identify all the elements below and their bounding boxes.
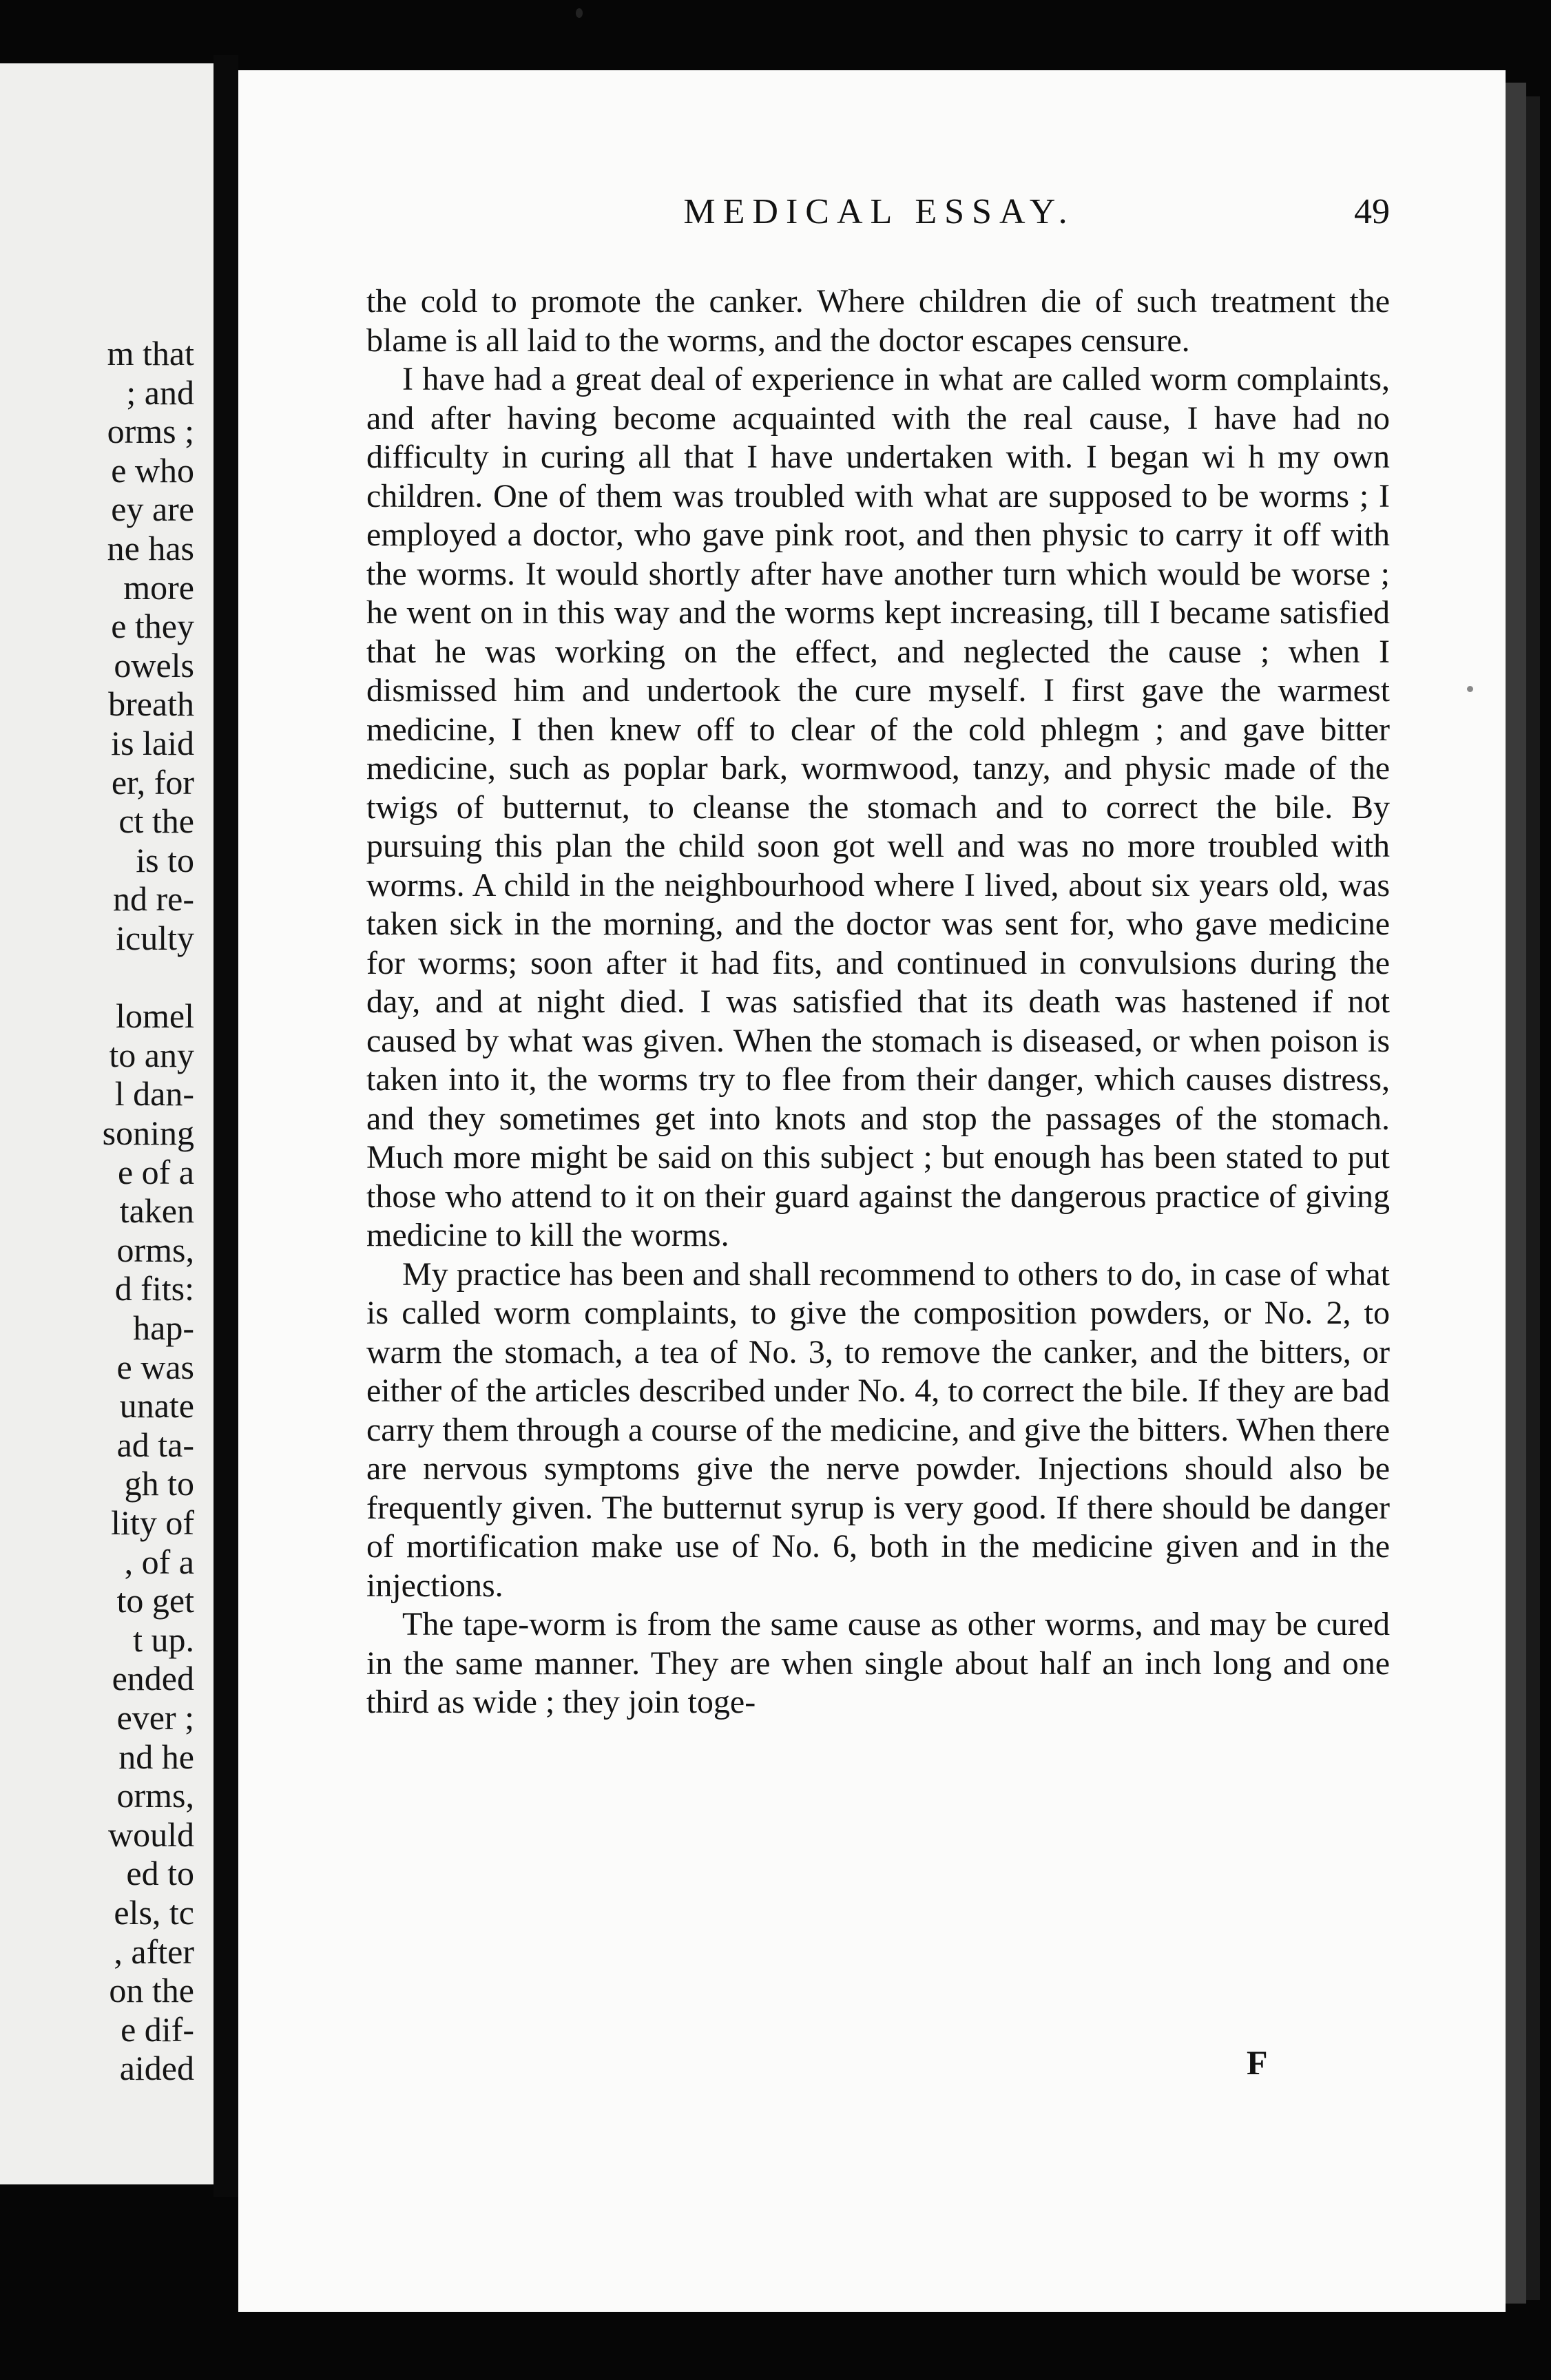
- page-number: 49: [1354, 192, 1390, 231]
- left-page-line: t up.: [133, 1620, 194, 1659]
- left-page-line: iculty: [116, 919, 194, 957]
- paragraph-1: the cold to promote the canker. Where children die of such treatment the blame is all laid to the worms, and the doctor escapes censure.: [366, 283, 1390, 359]
- left-page-line: ey are: [111, 490, 194, 529]
- left-page-line: e was: [116, 1347, 194, 1386]
- left-page-line: is laid: [111, 724, 194, 762]
- signature-mark: F: [1247, 2043, 1268, 2082]
- left-page-line: nd he: [118, 1737, 194, 1776]
- left-page-line: ever ;: [116, 1698, 194, 1737]
- left-page-line: hap-: [133, 1308, 194, 1347]
- book-gutter: [214, 55, 238, 2197]
- left-page-line: orms ;: [107, 412, 194, 451]
- left-page-line: would: [108, 1815, 194, 1854]
- left-page-line: d fits:: [114, 1269, 194, 1308]
- left-page-line: more: [123, 567, 194, 607]
- left-page-line: breath: [108, 685, 194, 724]
- left-page-line: m that: [107, 334, 194, 373]
- ink-speck: [1467, 686, 1473, 692]
- ink-speck: [576, 8, 583, 18]
- left-page-line: e who: [111, 450, 194, 490]
- left-page-line: lity of: [111, 1503, 194, 1542]
- left-page-line: aided: [119, 2049, 194, 2088]
- left-page-line: , after: [114, 1932, 194, 1971]
- left-page-line: ad ta-: [116, 1425, 194, 1464]
- paragraph-4: The tape-worm is from the same cause as other worms, and may be cured in the same manner. They are when single about half an inch long and one third as wide ; they join toge-: [366, 1606, 1390, 1720]
- left-page-line: taken: [119, 1191, 194, 1231]
- left-page-line: l dan-: [114, 1074, 194, 1114]
- left-page-line: nd re-: [113, 879, 194, 919]
- left-page-line: ended: [112, 1659, 194, 1698]
- left-page-line: ; and: [126, 373, 194, 412]
- left-page-line: unate: [119, 1386, 194, 1426]
- paragraph-3: My practice has been and shall recommend to others to do, in case of what is called worm complaints, to give the composition powders, or No. 2, to warm the stomach, a tea of No. 3, to remove the canker, and the bitters, or either of the articles described under No. 4, to correct the bile. If they are bad carry them through a course of the medicine, and give the bitters. When there are nervous symptoms give the nerve powder. Injections should also be frequently given. The butternut syrup is very good. If there should be danger of mortification make use of No. 6, both in the medicine given and in the injections.: [366, 1255, 1390, 1604]
- paragraph-2: I have had a great deal of experience in what are called worm complaints, and after having become acquainted with the real cause, I have had no difficulty in curing all that I have undertaken with. I began wi h my own children. One of them was troubled with what are supposed to be worms ; I employed a doctor, who gave pink root, and then physic to carry it off with the worms. It would shortly after have another turn which would be worse ; he went on in this way and the worms kept increasing, till I became satisfied that he was working on the effect, and neglected the cause ; when I dismissed him and undertook the cure myself. I first gave the warmest medicine, I then knew off to clear of the cold phlegm ; and gave bitter medicine, such as poplar bark, wormwood, tanzy, and physic made of the twigs of butternut, to cleanse the stomach and to correct the bile. By pursuing this plan the child soon got well and was no more troubled with worms. A child in the neighbourhood where I lived, about six years old, was taken sick in the morning, and the doctor was sent for, who gave medicine for worms; soon after it had fits, and continued in convulsions during the day, and at night died. I was satisfied that its death was hastened if not caused by what was given. When the stomach is diseased, or when poison is taken into it, the worms try to flee from their danger, which causes distress, and they sometimes get into knots and stop the passages of the stomach. Much more might be said on this subject ; but enough has been stated to put those who attend to it on their guard against the dangerous practice of giving medicine to kill the worms.: [366, 361, 1390, 1253]
- left-page-line: is to: [136, 840, 194, 879]
- left-page-line: ct the: [118, 802, 194, 841]
- left-page-line: orms,: [116, 1776, 194, 1815]
- body-text: [366, 282, 1390, 2066]
- left-page-line: to get: [116, 1581, 194, 1620]
- left-page-line: e of a: [117, 1152, 194, 1191]
- left-page-line: to any: [109, 1035, 194, 1074]
- page-header: [368, 191, 1390, 240]
- left-page-line: , of a: [124, 1542, 194, 1581]
- left-page-line: soning: [102, 1114, 194, 1152]
- left-page-fragment: [0, 63, 214, 2184]
- left-page-line: e dif-: [121, 2010, 194, 2049]
- left-page-line: e they: [111, 607, 194, 646]
- left-page-line: els, tc: [114, 1893, 194, 1932]
- left-page-line: on the: [109, 1971, 194, 2010]
- left-page-line: lomel: [116, 996, 194, 1036]
- left-page-line: gh to: [124, 1464, 194, 1503]
- left-page-line: orms,: [116, 1230, 194, 1269]
- left-page-line: ed to: [126, 1854, 194, 1893]
- page-edge-shadow: [1506, 83, 1526, 2304]
- running-title: MEDICAL ESSAY.: [683, 192, 1075, 231]
- left-page-line: owels: [114, 645, 194, 685]
- page-edge-dark: [1526, 96, 1540, 2300]
- left-page-line: ne has: [107, 529, 194, 567]
- left-page-line: er, for: [111, 762, 194, 802]
